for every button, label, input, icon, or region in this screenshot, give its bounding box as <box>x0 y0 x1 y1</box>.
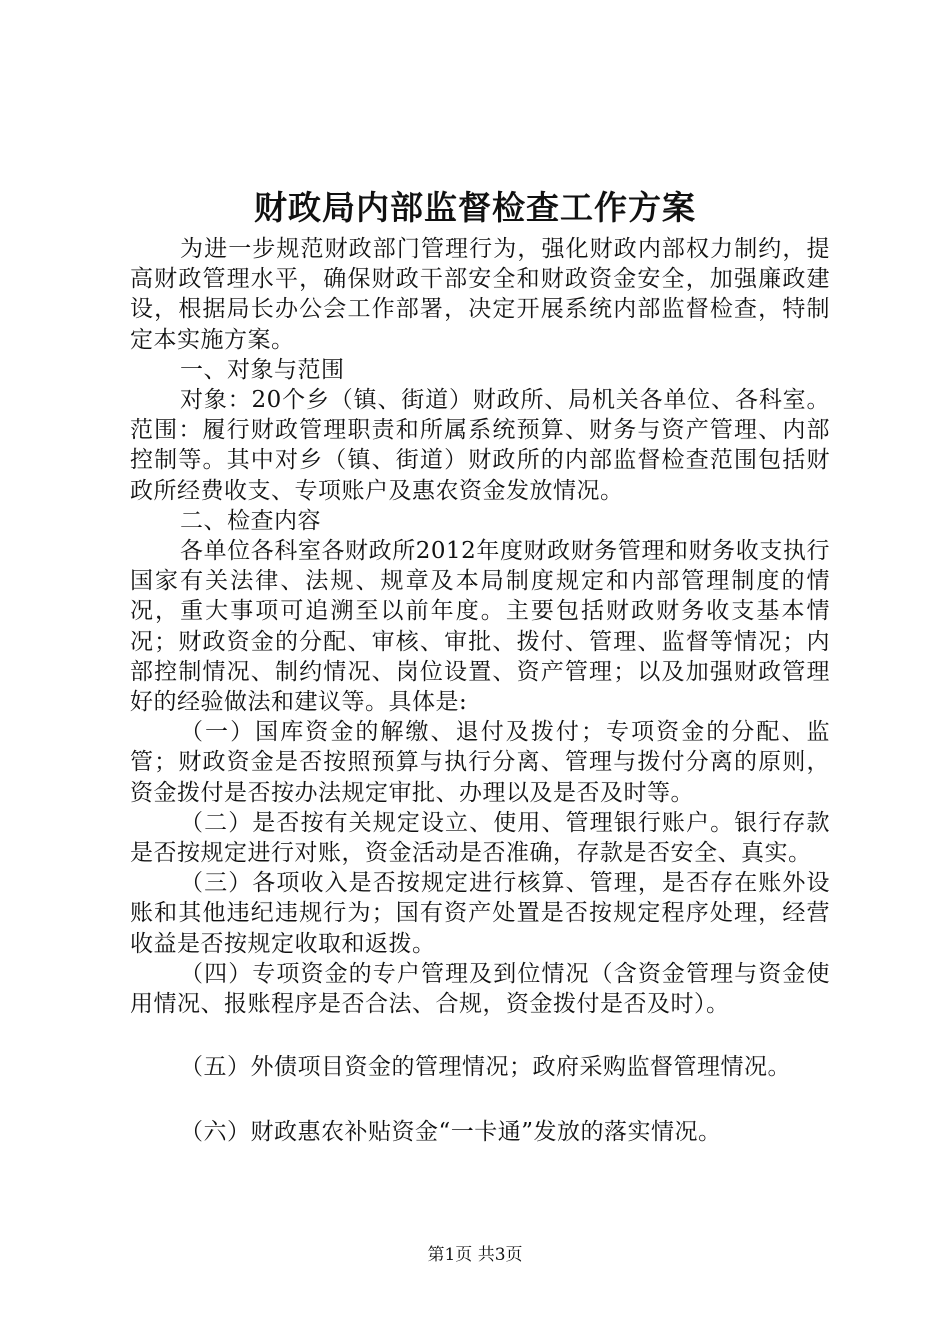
item-2-paragraph: （二）是否按有关规定设立、使用、管理银行账户。银行存款是否按规定进行对账，资金活动是否准确，存款是否安全、真实。 <box>130 809 830 867</box>
scope-paragraph: 对象：20个乡（镇、街道）财政所、局机关各单位、各科室。范围：履行财政管理职责和所属系统预算、财务与资产管理、内部控制等。其中对乡（镇、街道）财政所的内部监督检查范围包括财政所经费收支、专项账户及惠农资金发放情况。 <box>130 387 830 504</box>
item-5-paragraph: （五）外债项目资金的管理情况；政府采购监督管理情况。 <box>180 1054 791 1081</box>
document-title: 财政局内部监督检查工作方案 <box>254 188 696 227</box>
item-6-paragraph: （六）财政惠农补贴资金“一卡通”发放的落实情况。 <box>180 1119 722 1146</box>
content-paragraph: 各单位各科室各财政所2012年度财政财务管理和财务收支执行国家有关法律、法规、规章及本局制度规定和内部管理制度的情况，重大事项可追溯至以前年度。主要包括财政财务收支基本情况；财政资金的分配、审核、审批、拨付、管理、监督等情况；内部控制情况、制约情况、岗位设置、资产管理；以及加强财政管理好的经验做法和建议等。具体是: <box>130 538 830 716</box>
section-heading-content: 二、检查内容 <box>180 507 321 534</box>
section-heading-scope: 一、对象与范围 <box>180 356 345 383</box>
item-4-paragraph: （四）专项资金的专户管理及到位情况（含资金管理与资金使用情况、报账程序是否合法、合规，资金拨付是否及时）。 <box>130 960 830 1018</box>
page-footer: 第1页 共3页 <box>427 1245 523 1265</box>
item-3-paragraph: （三）各项收入是否按规定进行核算、管理，是否存在账外设账和其他违纪违规行为；国有资产处置是否按规定程序处理，经营收益是否按规定收取和返拨。 <box>130 870 830 957</box>
document-body <box>130 234 830 1148</box>
item-1-paragraph: （一）国库资金的解缴、退付及拨付；专项资金的分配、监管；财政资金是否按照预算与执行分离、管理与拨付分离的原则，资金拨付是否按办法规定审批、办理以及是否及时等。 <box>130 719 830 806</box>
intro-paragraph: 为进一步规范财政部门管理行为，强化财政内部权力制约，提高财政管理水平，确保财政干部安全和财政资金安全，加强廉政建设，根据局长办公会工作部署，决定开展系统内部监督检查，特制定本实施方案。 <box>130 236 830 353</box>
